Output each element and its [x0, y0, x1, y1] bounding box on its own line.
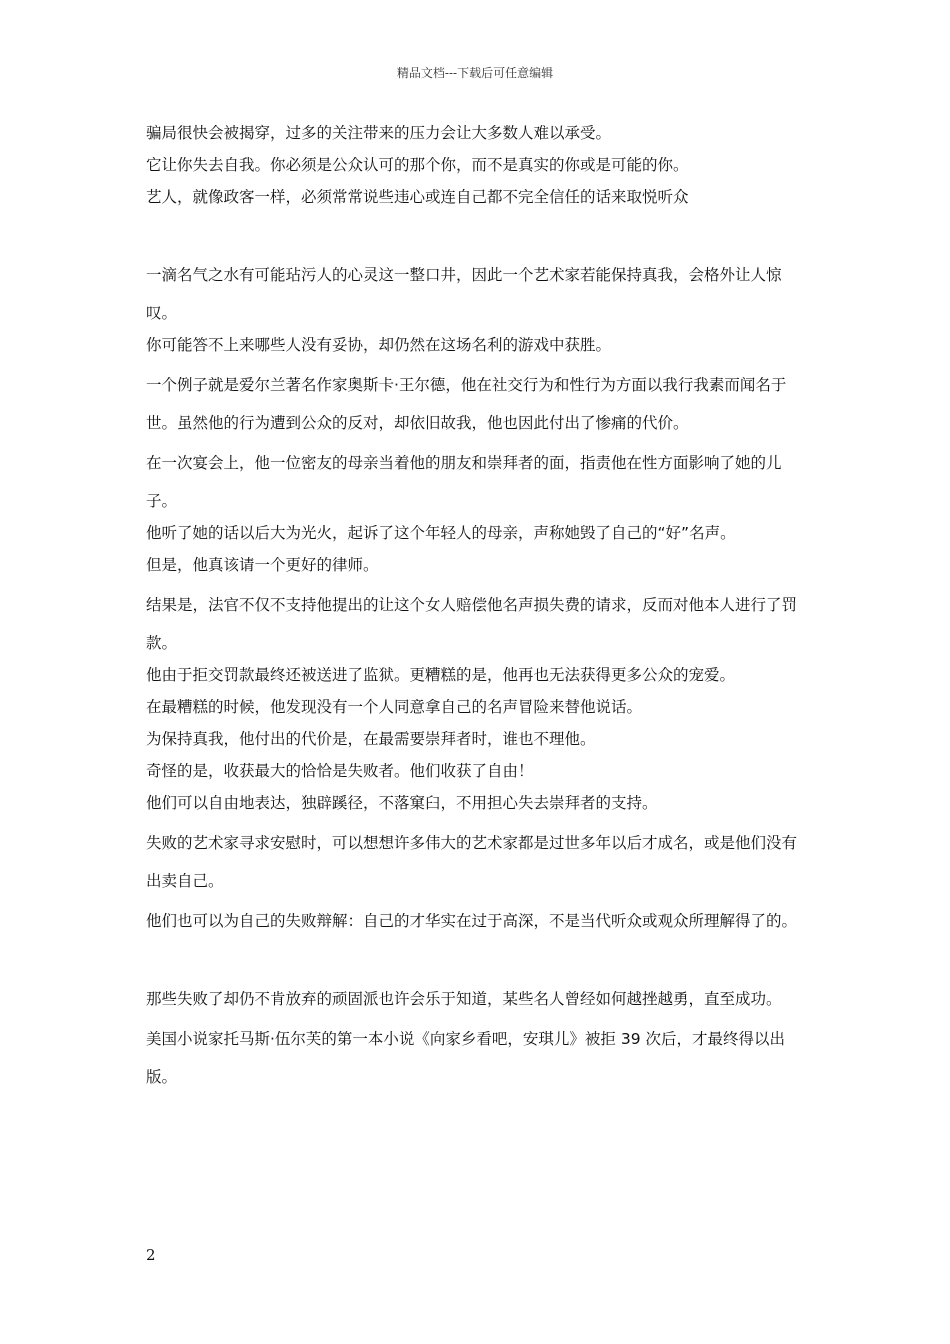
paragraph: 在一次宴会上，他一位密友的母亲当着他的朋友和崇拜者的面，指责他在性方面影响了她的儿子。	[146, 454, 782, 510]
paragraph-gap	[146, 942, 810, 980]
paragraph: 他听了她的话以后大为光火，起诉了这个年轻人的母亲，声称她毁了自己的“好”名声。	[146, 524, 736, 542]
paragraph: 结果是，法官不仅不支持他提出的让这个女人赔偿他名声损失费的请求，反而对他本人进行了罚款。	[146, 596, 798, 652]
paragraph: 美国小说家托马斯·伍尔芙的第一本小说《向家乡看吧，安琪儿》被拒 39 次后，才最终得以出版。	[146, 1030, 786, 1086]
paragraph: 骗局很快会被揭穿，过多的关注带来的压力会让大多数人难以承受。	[146, 124, 612, 142]
page-header: 精品文档---下载后可任意编辑	[396, 66, 554, 80]
paragraph: 它让你失去自我。你必须是公众认可的那个你，而不是真实的你或是可能的你。	[146, 156, 689, 174]
paragraph: 那些失败了却仍不肯放弃的顽固派也许会乐于知道，某些名人曾经如何越挫越勇，直至成功。	[146, 990, 782, 1008]
paragraph: 在最糟糕的时候，他发现没有一个人同意拿自己的名声冒险来替他说话。	[146, 698, 643, 716]
paragraph: 他们可以自由地表达，独辟蹊径，不落窠臼，不用担心失去崇拜者的支持。	[146, 794, 658, 812]
paragraph: 你可能答不上来哪些人没有妥协，却仍然在这场名利的游戏中获胜。	[146, 336, 612, 354]
paragraph: 但是，他真该请一个更好的律师。	[146, 556, 379, 574]
document-body	[146, 122, 810, 1098]
paragraph: 他由于拒交罚款最终还被送进了监狱。更糟糕的是，他再也无法获得更多公众的宠爱。	[146, 666, 736, 684]
paragraph: 他们也可以为自己的失败辩解：自己的才华实在过于高深，不是当代听众或观众所理解得了的。	[146, 912, 798, 930]
paragraph-gap	[146, 218, 810, 256]
page-number: 2	[146, 1246, 156, 1264]
paragraph: 为保持真我，他付出的代价是，在最需要崇拜者时，谁也不理他。	[146, 730, 596, 748]
paragraph: 失败的艺术家寻求安慰时，可以想想许多伟大的艺术家都是过世多年以后才成名，或是他们没有出卖自己。	[146, 834, 798, 890]
paragraph: 奇怪的是，收获最大的恰恰是失败者。他们收获了自由！	[146, 762, 534, 780]
paragraph: 一个例子就是爱尔兰著名作家奥斯卡·王尔德，他在社交行为和性行为方面以我行我素而闻名于世。虽然他的行为遭到公众的反对，却依旧故我，他也因此付出了惨痛的代价。	[146, 376, 787, 432]
paragraph: 艺人，就像政客一样，必须常常说些违心或连自己都不完全信任的话来取悦听众	[146, 188, 689, 206]
paragraph: 一滴名气之水有可能玷污人的心灵这一整口井，因此一个艺术家若能保持真我，会格外让人惊叹。	[146, 266, 782, 322]
